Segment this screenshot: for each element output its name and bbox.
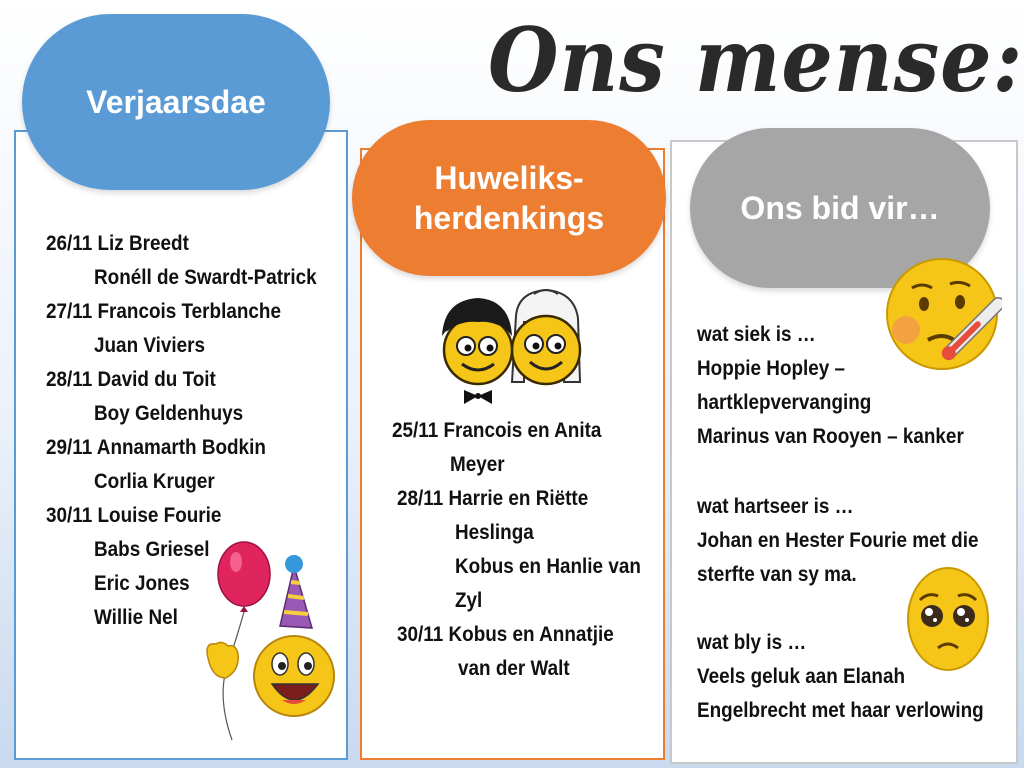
prayer-line: wat siek is … xyxy=(697,323,816,346)
birthday-line: Babs Griesel xyxy=(94,538,210,561)
prayer-line: wat hartseer is … xyxy=(697,495,854,518)
birthday-line: 27/11 Francois Terblanche xyxy=(46,300,281,323)
birthday-line: Eric Jones xyxy=(94,572,190,595)
balloon-icon xyxy=(218,542,270,606)
anniversary-line: 28/11 Harrie en Riëtte xyxy=(397,487,589,510)
birthday-line: Juan Viviers xyxy=(94,334,206,357)
prayer-line: Veels geluk aan Elanah xyxy=(697,665,906,688)
birthday-line: Ronéll de Swardt-Patrick xyxy=(94,266,317,289)
prayer-line: wat bly is … xyxy=(697,631,807,654)
prayer-line: Marinus van Rooyen – kanker xyxy=(697,425,964,448)
anniversary-line: 30/11 Kobus en Annatjie xyxy=(397,623,614,646)
birthday-line: 29/11 Annamarth Bodkin xyxy=(46,436,266,459)
anniversary-line: van der Walt xyxy=(458,657,570,680)
prayer-line: Johan en Hester Fourie met die xyxy=(697,529,979,552)
birthday-line: Corlia Kruger xyxy=(94,470,215,493)
birthdays-heading-text: Verjaarsdae xyxy=(86,84,266,120)
prayer-line: sterfte van sy ma. xyxy=(697,563,857,586)
birthdays-heading xyxy=(22,14,330,190)
anniversary-line: Heslinga xyxy=(455,521,534,544)
birthday-line: Willie Nel xyxy=(94,606,178,629)
prayer-line: Engelbrecht met haar verlowing xyxy=(697,699,984,722)
anniversaries-heading-line2: herdenkings xyxy=(413,200,605,236)
anniversary-line: Kobus en Hanlie van xyxy=(455,555,641,578)
anniversaries-heading xyxy=(352,120,666,276)
prayer-line: Hoppie Hopley – xyxy=(697,357,846,380)
birthday-line: Boy Geldenhuys xyxy=(94,402,244,425)
birthday-line: 30/11 Louise Fourie xyxy=(46,504,222,527)
sick-emoji-icon xyxy=(884,254,1002,372)
page-title: Ons mense: xyxy=(488,8,1024,112)
prayer-heading-text: Ons bid vir… xyxy=(740,190,940,226)
birthday-line: 28/11 David du Toit xyxy=(46,368,216,391)
anniversary-line: Zyl xyxy=(455,589,483,612)
couple-emoji-icon xyxy=(434,286,594,410)
birthday-line: 26/11 Liz Breedt xyxy=(46,232,189,255)
anniversary-line: 25/11 Francois en Anita xyxy=(392,419,602,442)
prayer-line: hartklepvervanging xyxy=(697,391,872,414)
anniversaries-heading-line1: Huweliks- xyxy=(434,160,584,196)
party-emoji-icon xyxy=(196,540,336,750)
anniversary-line: Meyer xyxy=(450,453,505,476)
pleading-emoji-icon xyxy=(906,566,990,672)
